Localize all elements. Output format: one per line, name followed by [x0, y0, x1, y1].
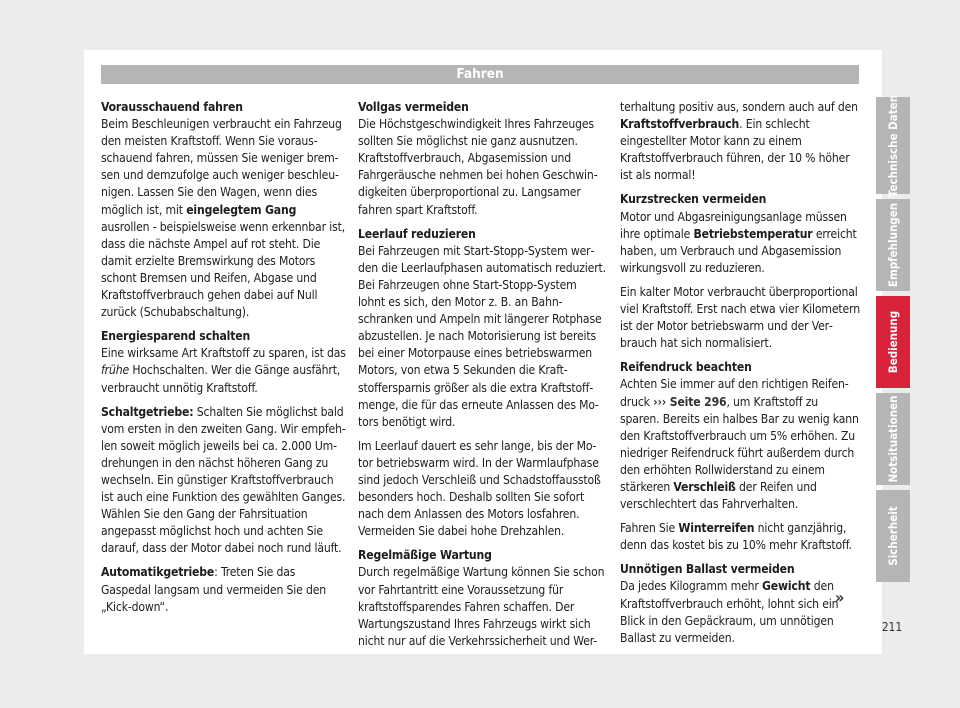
paragraph: Automatikgetriebe: Treten Sie das Gaspedal langsam und vermeiden Sie den „Kick-down“. [101, 565, 327, 614]
paragraph: Die Höchstgeschwindigkeit Ihres Fahrzeuges sollten Sie möglichst nie ganz ausnutzen. Kraftstoffverbrauch, Abgasemission und Fahrgeräusche nehmen bei hohen Geschwindigkeiten überproportional zu. Langsamer fahren spart Kraftstoff. [358, 117, 598, 217]
paragraph: Ein kalter Motor verbraucht überproportional viel Kraftstoff. Erst nach etwa vier Kilometern ist der Motor betriebswarm und der Verbrauch hat sich normalisiert. [620, 284, 860, 351]
heading-energiesparend: Energiesparend schalten [101, 329, 251, 344]
heading-wartung: Regelmäßige Wartung [358, 548, 492, 563]
tab-bedienung[interactable]: Bedienung [876, 296, 910, 388]
section-tabs [876, 94, 910, 587]
heading-leerlauf: Leerlauf reduzieren [358, 226, 476, 241]
heading-reifendruck: Reifendruck beachten [620, 360, 752, 375]
section-header: Fahren [101, 65, 859, 84]
next-page-icon[interactable]: » [835, 588, 845, 607]
tab-sicherheit[interactable]: Sicherheit [876, 490, 910, 582]
paragraph: terhaltung positiv aus, sondern auch auf den Kraftstoffverbrauch. Ein schlecht eingestellter Motor kann zu einem Kraftstoffverbrauch führen, der 10 % höher ist als normal! [620, 100, 858, 183]
paragraph: Durch regelmäßige Wartung können Sie schon vor Fahrtantritt eine Voraussetzung für kraftstoffsparendes Fahren schaffen. Der Wartungszustand Ihres Fahrzeugs wirkt sich nicht nur auf die Verkehrssicherheit und Wer- [358, 565, 605, 648]
paragraph: Schaltgetriebe: Schalten Sie möglichst bald vom ersten in den zweiten Gang. Wir empfehlen soweit möglich jeweils bei ca. 2.000 Umdrehungen in den nächst höheren Gang zu wechseln. Ein günstiger Kraftstoffverbrauch ist auch eine Funktion des gewählten Ganges. Wählen Sie den Gang der Fahrsituation angepasst möglichst hoch und achten Sie darauf, dass der Motor dabei noch rund läuft. [101, 404, 346, 556]
heading-vorausschauend: Vorausschauend fahren [101, 100, 243, 114]
page-reference-link[interactable]: ››› Seite 296 [653, 394, 727, 409]
heading-vollgas: Vollgas vermeiden [358, 100, 469, 114]
tab-notsituationen[interactable]: Notsituationen [876, 393, 910, 485]
column-1 [101, 99, 347, 623]
paragraph: Bei Fahrzeugen mit Start-Stopp-System werden die Leerlaufphasen automatisch reduziert. Bei Fahrzeugen ohne Start-Stopp-System lohnt es sich, den Motor z. B. an Bahnschranken und Ampeln mit längerer Rotphase abzustellen. Je nach Motorisierung ist bereits bei einer Motorpause eines betriebswarmen Motors, von etwa 5 Sekunden die Kraftstoffersparnis größer als die extra Kraftstoffmenge, die für das erneute Anlassen des Motors benötigt wird. [358, 243, 606, 429]
column-3 [620, 99, 860, 654]
paragraph: Motor und Abgasreinigungsanlage müssen ihre optimale Betriebstemperatur erreicht haben, um Verbrauch und Abgasemission wirkungsvoll zu reduzieren. [620, 209, 857, 275]
tab-technische-daten[interactable]: Technische Daten [876, 97, 910, 194]
heading-ballast: Unnötigen Ballast vermeiden [620, 562, 795, 577]
heading-kurzstrecken: Kurzstrecken vermeiden [620, 192, 767, 207]
column-2 [358, 99, 606, 657]
paragraph: Im Leerlauf dauert es sehr lange, bis der Motor betriebswarm wird. In der Warmlaufphase sind jedoch Verschleiß und Schadstoffausstoß besonders hoch. Deshalb sollten Sie sofort nach dem Anlassen des Motors losfahren. Vermeiden Sie dabei hohe Drehzahlen. [358, 438, 601, 539]
paragraph: Eine wirksame Art Kraftstoff zu sparen, ist das frühe Hochschalten. Wer die Gänge ausfährt, verbraucht unnötig Kraftstoff. [101, 346, 346, 395]
paragraph: Da jedes Kilogramm mehr Gewicht den Kraftstoffverbrauch erhöht, lohnt sich ein Blick in den Gepäckraum, um unnötigen Ballast zu vermeiden. [620, 579, 839, 645]
page-number: 211 [881, 620, 903, 634]
paragraph: Beim Beschleunigen verbraucht ein Fahrzeug den meisten Kraftstoff. Wenn Sie vorausschauend fahren, müssen Sie weniger bremsen und demzufolge auch weniger beschleunigen. Lassen Sie den Wagen, wenn dies möglich ist, mit eingelegtem Gang ausrollen - beispielsweise wenn erkennbar ist, dass die nächste Ampel auf rot steht. Die damit erzielte Bremswirkung des Motors schont Bremsen und Reifen, Abgase und Kraftstoffverbrauch gehen dabei auf Null zurück (Schubabschaltung). [101, 117, 346, 320]
paragraph: Fahren Sie Winterreifen nicht ganzjährig, denn das kostet bis zu 10% mehr Kraftstoff. [620, 521, 852, 553]
tab-empfehlungen[interactable]: Empfehlungen [876, 199, 910, 291]
paragraph: Achten Sie immer auf den richtigen Reifendruck ››› Seite 296, um Kraftstoff zu sparen. Bereits ein halbes Bar zu wenig kann den Kraftstoffverbrauch um 5% erhöhen. Zu niedriger Reifendruck führt außerdem durch den erhöhten Rollwiderstand zu einem stärkeren Verschleiß der Reifen und verschlechtert das Fahrverhalten. [620, 377, 859, 512]
